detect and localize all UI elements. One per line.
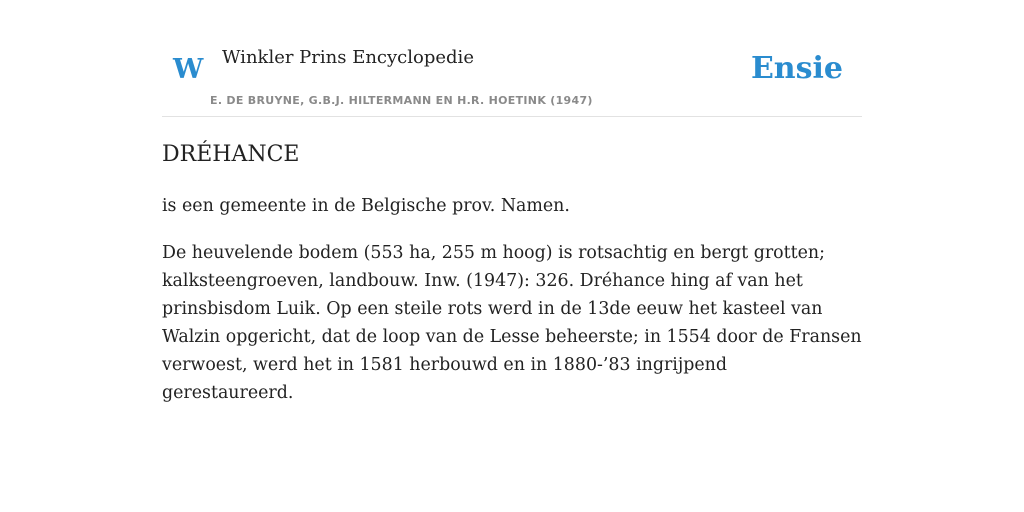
publication-authors: E. DE BRUYNE, G.B.J. HILTERMANN EN H.R. HOETINK (1947) bbox=[210, 94, 593, 107]
article-paragraph: is een gemeente in de Belgische prov. Namen. bbox=[162, 196, 570, 216]
article-paragraph: De heuvelende bodem (553 ha, 255 m hoog) is rotsachtig en bergt grotten; kalksteengroeven, landbouw. Inw. (1947): 326. Dréhance hing af van het prinsbisdom Luik. Op een steile rots werd in de 13de eeuw het kasteel van Walzin opgericht, dat de loop van de Lesse beheerste; in 1554 door de Fransen verwoest, werd het in 1581 herbouwd en in 1880-’83 ingrijpend gerestaureerd. bbox=[162, 243, 862, 403]
page-header bbox=[162, 0, 862, 117]
publication-title[interactable]: Winkler Prins Encyclopedie bbox=[222, 47, 474, 68]
entry-title: DRÉHANCE bbox=[162, 142, 300, 167]
ensie-logo[interactable]: Ensie bbox=[750, 51, 843, 86]
winkler-prins-logo[interactable]: W bbox=[173, 54, 204, 85]
article bbox=[162, 136, 862, 407]
